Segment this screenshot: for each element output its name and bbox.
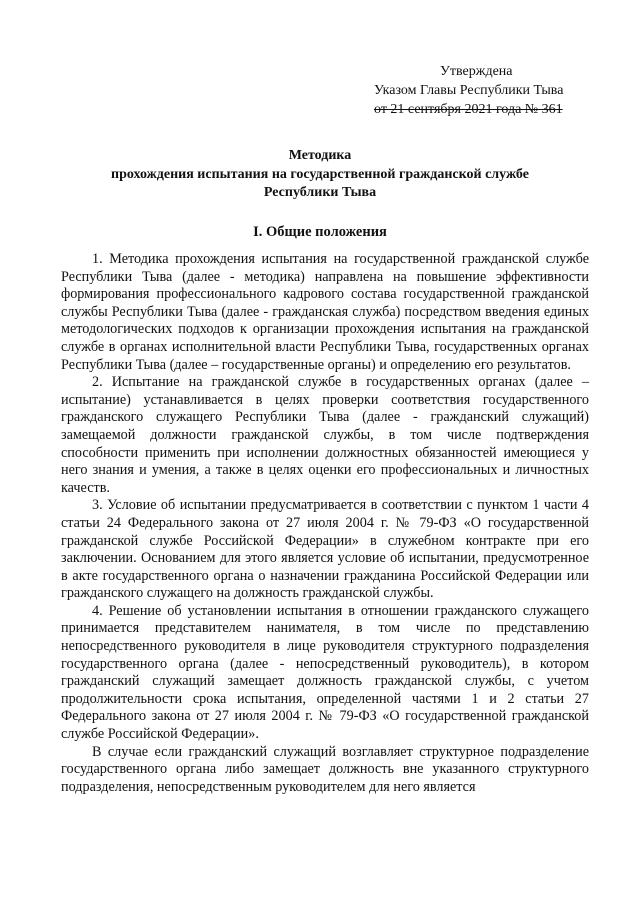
title-line-3: Республики Тыва [263,185,377,200]
approval-line-approved: Утверждена [440,64,513,79]
paragraph-1: 1. Методика прохождения испытания на государственной гражданской службе Республики Тыва (далее - методика) направлена на повышение эффективности формирования профессионального кадрового состава государственной гражданской службы Республики Тыва (далее - гражданская служба) посредством введения единых методологических подходов к организации прохождения испытания на гражданской службе в органах исполнительной власти Республики Тыва, государственных органах Республики Тыва (далее – государственные органы) и определению его результатов. [61,251,589,373]
approval-line-date: от 21 сентября 2021 года № 361 [374,102,563,117]
document-title [40,147,600,203]
paragraph-4: 4. Решение об установлении испытания в отношении гражданского служащего принимается представителем нанимателя, в том числе по представлению непосредственного руководителя в лице руководителя структурного подразделения государственного органа (далее - непосредственный руководитель), в котором гражданский служащий замещает должность гражданской службы, с учетом продолжительности срока испытания, определенной частями 1 и 2 статьи 27 Федерального закона от 27 июля 2004 г. № 79-ФЗ «О государственной гражданской службе Российской Федерации». [61,602,589,743]
title-line-2: прохождения испытания на государственной гражданской службе [111,166,529,182]
document-body [61,251,589,796]
paragraph-5: В случае если гражданский служащий возглавляет структурное подразделение государственного органа либо замещает должность вне указанного структурного подразделения, непосредственным руководителем для него является [61,743,589,795]
paragraph-2: 2. Испытание на гражданской службе в государственных органах (далее – испытание) устанавливается в целях проверки соответствия государственного гражданского служащего Республики Тыва (далее - гражданский служащий) замещаемой должности гражданской службы, в том числе подтверждения способности применить при исполнении должностных обязанностей имеющиеся у него знания и умения, а также в целях оценки его профессиональных и личностных качеств. [61,374,589,496]
approval-line-decree: Указом Главы Республики Тыва [374,83,564,98]
title-line-1: Методика [288,148,352,163]
section-heading: I. Общие положения [253,224,387,240]
paragraph-3: 3. Условие об испытании предусматривается в соответствии с пунктом 1 части 4 статьи 24 Федерального закона от 27 июля 2004 г. № 79-ФЗ «О государственной гражданской службе Российской Федерации» в служебном контракте при его заключении. Основанием для этого является условие об испытании, предусмотренное в акте государственного органа о назначении гражданина Российской Федерации или гражданского служащего на должность гражданской службы. [61,497,589,602]
approval-stamp [374,62,624,119]
